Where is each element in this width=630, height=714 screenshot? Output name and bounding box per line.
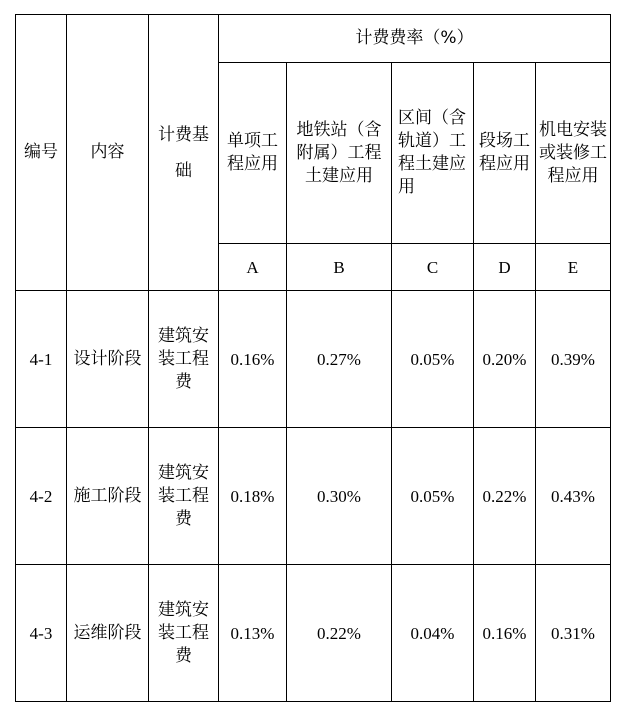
table-row xyxy=(16,428,611,565)
row-content: 运维阶段 xyxy=(67,565,149,702)
header-id: 编号 xyxy=(16,15,67,291)
row-basis: 建筑安装工程费 xyxy=(149,565,219,702)
header-letter-d: D xyxy=(474,244,536,291)
table-row xyxy=(16,291,611,428)
rate-cell: 0.20% xyxy=(474,291,536,428)
row-content: 设计阶段 xyxy=(67,291,149,428)
header-sub-d: 段场工程应用 xyxy=(474,63,536,244)
rate-cell: 0.05% xyxy=(392,428,474,565)
rate-cell: 0.30% xyxy=(287,428,392,565)
header-sub-e: 机电安装或装修工程应用 xyxy=(536,63,611,244)
rate-cell: 0.27% xyxy=(287,291,392,428)
header-sub-a: 单项工程应用 xyxy=(219,63,287,244)
row-content: 施工阶段 xyxy=(67,428,149,565)
rate-cell: 0.18% xyxy=(219,428,287,565)
header-letter-e: E xyxy=(536,244,611,291)
header-content: 内容 xyxy=(67,15,149,291)
header-letter-b: B xyxy=(287,244,392,291)
row-basis: 建筑安装工程费 xyxy=(149,428,219,565)
rate-cell: 0.22% xyxy=(474,428,536,565)
header-letter-a: A xyxy=(219,244,287,291)
rate-cell: 0.13% xyxy=(219,565,287,702)
header-sub-b: 地铁站（含附属）工程土建应用 xyxy=(287,63,392,244)
row-basis: 建筑安装工程费 xyxy=(149,291,219,428)
table-row xyxy=(16,565,611,702)
row-id: 4-1 xyxy=(16,291,67,428)
rate-cell: 0.16% xyxy=(219,291,287,428)
header-letter-c: C xyxy=(392,244,474,291)
rate-cell: 0.31% xyxy=(536,565,611,702)
header-basis: 计费基础 xyxy=(149,15,219,291)
rate-cell: 0.39% xyxy=(536,291,611,428)
rate-cell: 0.05% xyxy=(392,291,474,428)
row-id: 4-2 xyxy=(16,428,67,565)
row-id: 4-3 xyxy=(16,565,67,702)
header-sub-c: 区间（含轨道）工程土建应用 xyxy=(392,63,474,244)
rate-cell: 0.04% xyxy=(392,565,474,702)
rate-cell: 0.22% xyxy=(287,565,392,702)
fee-rate-table xyxy=(15,14,611,702)
rate-cell: 0.43% xyxy=(536,428,611,565)
header-row-1 xyxy=(16,15,611,63)
rate-cell: 0.16% xyxy=(474,565,536,702)
header-rate-group: 计费费率（%） xyxy=(219,15,611,63)
